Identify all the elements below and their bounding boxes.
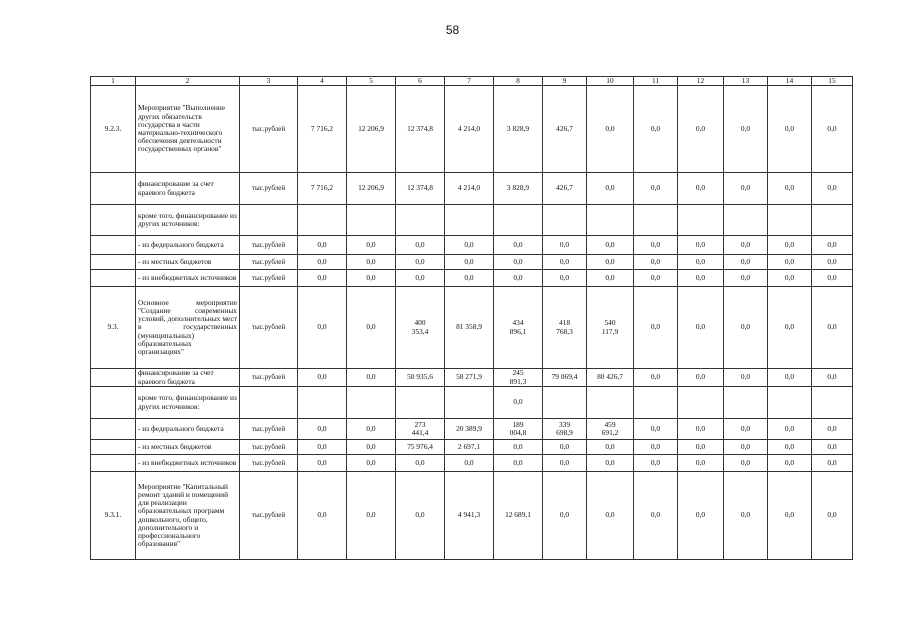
value-cell: 400 353,4 [396, 287, 445, 369]
value-cell: 0,0 [678, 472, 724, 560]
value-cell: 4 214,0 [445, 173, 494, 205]
value-cell: 273 441,4 [396, 419, 445, 440]
value-cell: 0,0 [445, 270, 494, 287]
value-cell: 0,0 [634, 255, 678, 270]
row-code [91, 270, 136, 287]
value-cell: 0,0 [812, 472, 853, 560]
value-cell: 12 689,1 [494, 472, 543, 560]
value-cell: 0,0 [724, 86, 768, 173]
value-cell: 0,0 [678, 236, 724, 255]
row-name: - из внебюджетных источников [136, 455, 240, 472]
row-name: кроме того, финансирование из других источников: [136, 205, 240, 236]
value-cell: 0,0 [678, 270, 724, 287]
table-row [91, 369, 853, 387]
value-cell: 0,0 [768, 455, 812, 472]
value-cell: 0,0 [724, 173, 768, 205]
value-cell: 426,7 [543, 173, 587, 205]
value-cell: 0,0 [396, 472, 445, 560]
row-unit: тыс.рублей [240, 455, 298, 472]
value-cell: 540 117,9 [587, 287, 634, 369]
value-cell: 0,0 [812, 270, 853, 287]
header-cell: 15 [812, 77, 853, 86]
value-cell: 0,0 [347, 440, 396, 455]
row-code: 9.3.1. [91, 472, 136, 560]
row-unit: тыс.рублей [240, 255, 298, 270]
value-cell: 0,0 [347, 236, 396, 255]
table-row [91, 236, 853, 255]
value-cell: 0,0 [812, 86, 853, 173]
value-cell: 0,0 [396, 255, 445, 270]
value-cell: 0,0 [347, 472, 396, 560]
value-cell: 0,0 [678, 173, 724, 205]
header-cell: 12 [678, 77, 724, 86]
value-cell: 7 716,2 [298, 173, 347, 205]
row-unit: тыс.рублей [240, 419, 298, 440]
value-cell: 0,0 [494, 255, 543, 270]
value-cell: 0,0 [812, 236, 853, 255]
value-cell [494, 205, 543, 236]
table-row [91, 472, 853, 560]
row-unit: тыс.рублей [240, 173, 298, 205]
value-cell: 0,0 [587, 173, 634, 205]
row-name: - из внебюджетных источников [136, 270, 240, 287]
table-row [91, 270, 853, 287]
header-cell: 3 [240, 77, 298, 86]
row-name: - из федерального бюджета [136, 419, 240, 440]
value-cell [768, 387, 812, 419]
row-code [91, 173, 136, 205]
value-cell: 0,0 [768, 287, 812, 369]
value-cell: 0,0 [494, 455, 543, 472]
row-unit: тыс.рублей [240, 86, 298, 173]
value-cell: 0,0 [812, 255, 853, 270]
value-cell: 50 935,6 [396, 369, 445, 387]
row-code [91, 236, 136, 255]
value-cell: 0,0 [298, 270, 347, 287]
header-cell: 10 [587, 77, 634, 86]
header-cell: 13 [724, 77, 768, 86]
row-name: - из местных бюджетов [136, 255, 240, 270]
value-cell: 12 206,9 [347, 173, 396, 205]
value-cell: 0,0 [812, 173, 853, 205]
value-cell: 0,0 [347, 255, 396, 270]
value-cell: 0,0 [587, 86, 634, 173]
value-cell: 0,0 [724, 369, 768, 387]
value-cell: 0,0 [724, 440, 768, 455]
value-cell: 81 358,9 [445, 287, 494, 369]
value-cell: 0,0 [634, 86, 678, 173]
value-cell: 0,0 [494, 387, 543, 419]
value-cell: 12 374,8 [396, 86, 445, 173]
value-cell: 0,0 [587, 472, 634, 560]
value-cell: 0,0 [298, 255, 347, 270]
value-cell: 0,0 [768, 173, 812, 205]
value-cell: 0,0 [587, 270, 634, 287]
value-cell: 0,0 [298, 419, 347, 440]
value-cell: 0,0 [724, 255, 768, 270]
row-code [91, 255, 136, 270]
value-cell: 0,0 [768, 369, 812, 387]
value-cell [587, 205, 634, 236]
value-cell: 0,0 [678, 419, 724, 440]
value-cell: 0,0 [298, 440, 347, 455]
header-cell: 6 [396, 77, 445, 86]
value-cell: 0,0 [634, 287, 678, 369]
value-cell: 0,0 [724, 270, 768, 287]
row-name: - из федерального бюджета [136, 236, 240, 255]
header-cell: 11 [634, 77, 678, 86]
value-cell: 0,0 [494, 270, 543, 287]
row-unit [240, 205, 298, 236]
page-number: 58 [445, 23, 460, 37]
value-cell: 0,0 [587, 440, 634, 455]
value-cell: 12 374,8 [396, 173, 445, 205]
table-row [91, 287, 853, 369]
value-cell: 3 828,9 [494, 173, 543, 205]
table-row [91, 255, 853, 270]
value-cell [678, 387, 724, 419]
row-unit: тыс.рублей [240, 236, 298, 255]
value-cell: 0,0 [724, 287, 768, 369]
value-cell: 0,0 [587, 236, 634, 255]
value-cell [812, 205, 853, 236]
value-cell: 0,0 [678, 287, 724, 369]
value-cell: 0,0 [768, 86, 812, 173]
row-unit: тыс.рублей [240, 369, 298, 387]
value-cell [634, 387, 678, 419]
value-cell [396, 387, 445, 419]
value-cell [724, 387, 768, 419]
value-cell [298, 387, 347, 419]
value-cell: 58 271,9 [445, 369, 494, 387]
value-cell: 0,0 [445, 455, 494, 472]
value-cell: 0,0 [812, 369, 853, 387]
table-row [91, 86, 853, 173]
value-cell [678, 205, 724, 236]
value-cell: 0,0 [634, 173, 678, 205]
header-cell: 9 [543, 77, 587, 86]
value-cell: 0,0 [396, 270, 445, 287]
value-cell: 0,0 [298, 455, 347, 472]
value-cell: 2 697,1 [445, 440, 494, 455]
value-cell: 0,0 [768, 270, 812, 287]
row-name: финансирование за счет краевого бюджета [136, 369, 240, 387]
value-cell: 0,0 [543, 455, 587, 472]
value-cell [768, 205, 812, 236]
value-cell: 0,0 [396, 455, 445, 472]
table-row [91, 173, 853, 205]
value-cell: 0,0 [347, 455, 396, 472]
value-cell: 0,0 [768, 440, 812, 455]
value-cell: 459 691,2 [587, 419, 634, 440]
value-cell: 0,0 [634, 369, 678, 387]
table-row [91, 455, 853, 472]
value-cell: 0,0 [812, 419, 853, 440]
value-cell: 0,0 [494, 440, 543, 455]
value-cell: 0,0 [724, 455, 768, 472]
row-code [91, 387, 136, 419]
row-unit: тыс.рублей [240, 472, 298, 560]
value-cell: 0,0 [724, 419, 768, 440]
row-name: финансирование за счет краевого бюджета [136, 173, 240, 205]
value-cell: 0,0 [634, 236, 678, 255]
value-cell: 0,0 [347, 369, 396, 387]
value-cell: 0,0 [347, 419, 396, 440]
value-cell: 0,0 [634, 455, 678, 472]
value-cell: 0,0 [678, 369, 724, 387]
budget-table [90, 76, 853, 560]
value-cell: 0,0 [543, 472, 587, 560]
value-cell: 0,0 [445, 255, 494, 270]
value-cell: 0,0 [678, 440, 724, 455]
table-row [91, 440, 853, 455]
value-cell [543, 387, 587, 419]
value-cell: 0,0 [543, 236, 587, 255]
value-cell: 0,0 [543, 270, 587, 287]
value-cell [347, 205, 396, 236]
row-unit: тыс.рублей [240, 270, 298, 287]
value-cell [445, 205, 494, 236]
value-cell: 0,0 [543, 440, 587, 455]
value-cell: 7 716,2 [298, 86, 347, 173]
row-name: - из местных бюджетов [136, 440, 240, 455]
header-row [91, 77, 853, 86]
value-cell [634, 205, 678, 236]
header-cell: 14 [768, 77, 812, 86]
row-code [91, 455, 136, 472]
value-cell [812, 387, 853, 419]
value-cell: 0,0 [587, 255, 634, 270]
value-cell: 0,0 [445, 236, 494, 255]
value-cell: 75 976,4 [396, 440, 445, 455]
header-cell: 7 [445, 77, 494, 86]
row-code [91, 369, 136, 387]
row-code: 9.3. [91, 287, 136, 369]
table-row [91, 205, 853, 236]
header-cell: 2 [136, 77, 240, 86]
value-cell: 4 941,3 [445, 472, 494, 560]
value-cell: 0,0 [812, 440, 853, 455]
value-cell: 0,0 [543, 255, 587, 270]
value-cell: 0,0 [634, 472, 678, 560]
value-cell: 0,0 [298, 236, 347, 255]
value-cell: 0,0 [298, 472, 347, 560]
value-cell: 20 389,9 [445, 419, 494, 440]
value-cell: 12 206,9 [347, 86, 396, 173]
row-name: Мероприятие "Капитальный ремонт зданий и помещений для реализации образовательных программ дошкольного, общего, дополнительного и профессионального образования" [136, 472, 240, 560]
value-cell: 0,0 [812, 287, 853, 369]
value-cell: 79 069,4 [543, 369, 587, 387]
value-cell: 0,0 [298, 369, 347, 387]
value-cell: 418 768,3 [543, 287, 587, 369]
value-cell: 0,0 [634, 440, 678, 455]
value-cell: 0,0 [634, 270, 678, 287]
value-cell [396, 205, 445, 236]
value-cell [724, 205, 768, 236]
value-cell: 0,0 [768, 255, 812, 270]
row-unit [240, 387, 298, 419]
value-cell: 0,0 [768, 472, 812, 560]
value-cell [587, 387, 634, 419]
row-name: кроме того, финансирование из других источников: [136, 387, 240, 419]
row-name: Основное мероприятие "Создание современных условий, дополнительных мест в государственных (муниципальных) образовательных организациях" [136, 287, 240, 369]
value-cell [298, 205, 347, 236]
value-cell: 245 891,3 [494, 369, 543, 387]
header-cell: 5 [347, 77, 396, 86]
value-cell: 0,0 [724, 236, 768, 255]
header-cell: 8 [494, 77, 543, 86]
value-cell: 0,0 [298, 287, 347, 369]
value-cell: 0,0 [587, 455, 634, 472]
value-cell: 3 828,9 [494, 86, 543, 173]
row-unit: тыс.рублей [240, 287, 298, 369]
value-cell: 0,0 [396, 236, 445, 255]
value-cell: 189 004,8 [494, 419, 543, 440]
value-cell: 80 426,7 [587, 369, 634, 387]
header-cell: 4 [298, 77, 347, 86]
row-code [91, 440, 136, 455]
value-cell: 0,0 [347, 287, 396, 369]
value-cell: 0,0 [678, 255, 724, 270]
value-cell: 0,0 [678, 455, 724, 472]
value-cell: 0,0 [634, 419, 678, 440]
value-cell: 4 214,0 [445, 86, 494, 173]
value-cell: 434 896,1 [494, 287, 543, 369]
table-row [91, 387, 853, 419]
value-cell: 0,0 [678, 86, 724, 173]
header-cell: 1 [91, 77, 136, 86]
value-cell [347, 387, 396, 419]
row-code: 9.2.3. [91, 86, 136, 173]
row-unit: тыс.рублей [240, 440, 298, 455]
value-cell: 0,0 [812, 455, 853, 472]
row-code [91, 205, 136, 236]
value-cell [445, 387, 494, 419]
value-cell: 0,0 [494, 236, 543, 255]
value-cell: 426,7 [543, 86, 587, 173]
row-name: Мероприятие "Выполнение других обязательств государства в части материально-технического обеспечения деятельности государственных органов" [136, 86, 240, 173]
value-cell: 0,0 [724, 472, 768, 560]
value-cell: 339 698,9 [543, 419, 587, 440]
value-cell: 0,0 [768, 236, 812, 255]
value-cell: 0,0 [768, 419, 812, 440]
table-row [91, 419, 853, 440]
row-code [91, 419, 136, 440]
value-cell [543, 205, 587, 236]
value-cell: 0,0 [347, 270, 396, 287]
